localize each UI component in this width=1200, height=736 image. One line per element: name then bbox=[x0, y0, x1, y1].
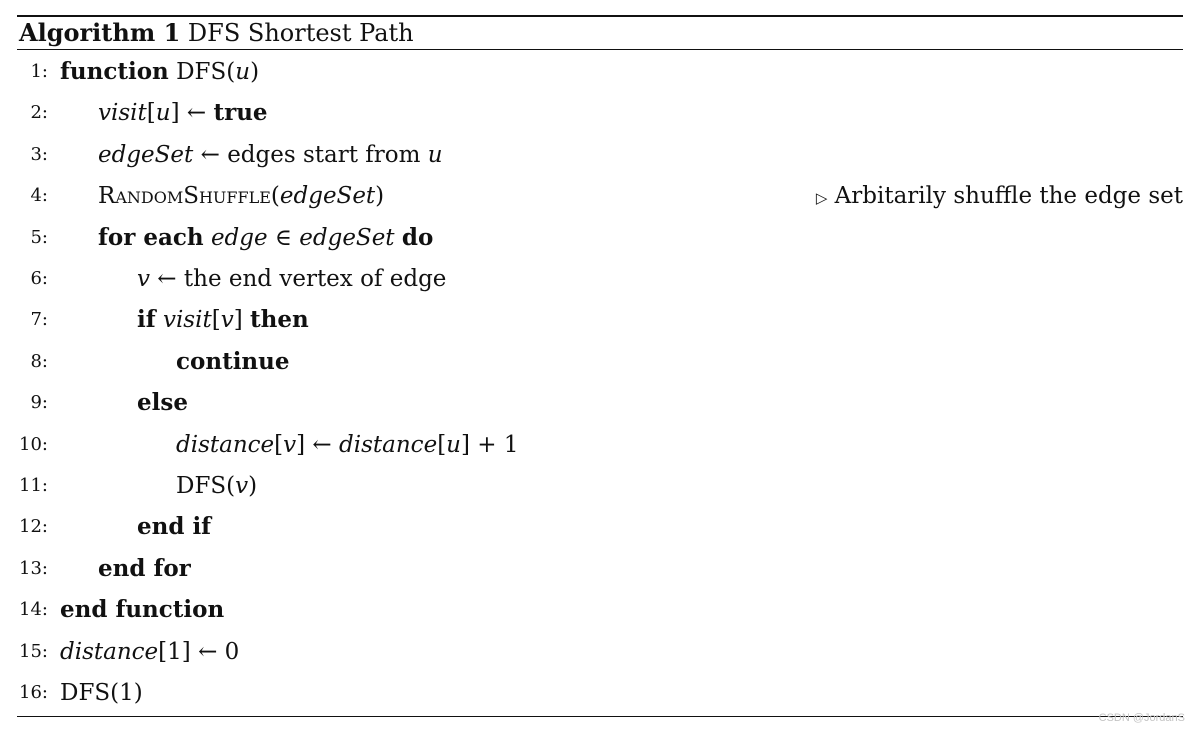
watermark: CSDN @JordanS bbox=[1098, 712, 1185, 724]
close-paren: ) bbox=[133, 680, 143, 706]
line-number: 12: bbox=[19, 516, 48, 537]
function-name: DFS bbox=[176, 59, 227, 85]
open-bracket-2: [ bbox=[437, 432, 447, 458]
argument: edgeSet bbox=[279, 183, 376, 209]
keyword-for-each: for each bbox=[98, 224, 204, 251]
index-2: u bbox=[446, 432, 461, 458]
line-number: 3: bbox=[30, 144, 48, 165]
line-number: 9: bbox=[30, 392, 48, 413]
code-text bbox=[60, 676, 143, 710]
caption-label: Algorithm 1 bbox=[19, 18, 181, 47]
statement-text: edges start from bbox=[227, 142, 428, 168]
keyword-continue: continue bbox=[176, 348, 290, 375]
open-bracket: [ bbox=[158, 639, 168, 665]
code-line-4 bbox=[0, 179, 1200, 213]
statement-text: the end vertex of edge bbox=[183, 266, 447, 292]
line-number: 16: bbox=[19, 682, 48, 703]
line-number: 5: bbox=[30, 227, 48, 248]
line-number: 15: bbox=[19, 641, 48, 662]
close-paren: ) bbox=[375, 183, 385, 209]
caption-rule bbox=[17, 49, 1183, 50]
code-text bbox=[176, 469, 257, 503]
open-paren: ( bbox=[270, 183, 280, 209]
assign-arrow: ← bbox=[179, 100, 214, 126]
line-number: 1: bbox=[30, 61, 48, 82]
assign-arrow: ← bbox=[150, 266, 184, 292]
variable: edge bbox=[210, 225, 268, 251]
code-text bbox=[60, 635, 239, 669]
keyword-if: if bbox=[137, 306, 156, 333]
close-paren: ) bbox=[250, 59, 260, 85]
code-text bbox=[176, 345, 290, 379]
open-bracket: [ bbox=[274, 432, 284, 458]
line-number: 11: bbox=[19, 475, 48, 496]
statement-text: 0 bbox=[224, 639, 240, 665]
keyword-end-for: end for bbox=[98, 555, 191, 582]
top-rule bbox=[17, 15, 1183, 17]
close-bracket: ] bbox=[233, 307, 243, 333]
open-paren: ( bbox=[226, 473, 236, 499]
variable: visit bbox=[162, 307, 212, 333]
code-text bbox=[137, 262, 446, 296]
algorithm-caption bbox=[19, 18, 414, 47]
assign-arrow: ← bbox=[305, 432, 340, 458]
line-number: 4: bbox=[30, 185, 48, 206]
code-line-5 bbox=[0, 221, 1200, 255]
code-line-12 bbox=[0, 510, 1200, 544]
comment-text: Arbitarily shuffle the edge set bbox=[834, 183, 1183, 209]
keyword-do: do bbox=[401, 224, 434, 251]
variable: visit bbox=[98, 100, 147, 126]
argument: u bbox=[427, 142, 443, 168]
code-line-11 bbox=[0, 469, 1200, 503]
keyword-true: true bbox=[213, 99, 268, 126]
code-text bbox=[98, 552, 191, 586]
index: v bbox=[283, 432, 297, 458]
statement-text: + 1 bbox=[469, 432, 519, 458]
variable: v bbox=[137, 266, 150, 292]
code-line-14 bbox=[0, 593, 1200, 627]
index: 1 bbox=[167, 639, 182, 665]
assign-arrow: ← bbox=[193, 142, 228, 168]
close-paren: ) bbox=[248, 473, 258, 499]
close-bracket: ] bbox=[181, 639, 191, 665]
index: v bbox=[220, 307, 234, 333]
keyword-end-function: end function bbox=[60, 596, 225, 623]
code-line-9 bbox=[0, 386, 1200, 420]
bottom-rule bbox=[17, 716, 1183, 717]
code-text bbox=[98, 221, 433, 255]
code-line-3 bbox=[0, 138, 1200, 172]
code-text bbox=[176, 428, 519, 462]
code-line-8 bbox=[0, 345, 1200, 379]
function-name: DFS bbox=[176, 473, 227, 499]
code-text bbox=[60, 55, 259, 89]
argument: u bbox=[235, 59, 251, 85]
close-bracket: ] bbox=[296, 432, 306, 458]
line-number: 7: bbox=[30, 309, 48, 330]
line-number: 2: bbox=[30, 102, 48, 123]
element-of: ∈ bbox=[267, 225, 300, 251]
variable-2: distance bbox=[339, 432, 438, 458]
open-bracket: [ bbox=[146, 100, 156, 126]
line-comment bbox=[816, 179, 1183, 215]
comment-triangle-icon: ▷ bbox=[815, 189, 828, 207]
caption-title: DFS Shortest Path bbox=[187, 19, 414, 47]
line-number: 10: bbox=[19, 434, 48, 455]
set-variable: edgeSet bbox=[299, 225, 395, 251]
close-bracket: ] bbox=[170, 100, 180, 126]
code-line-2 bbox=[0, 96, 1200, 130]
code-line-7 bbox=[0, 303, 1200, 337]
function-name: RandomShuffle bbox=[98, 183, 271, 209]
index: u bbox=[155, 100, 171, 126]
keyword-then: then bbox=[250, 306, 309, 333]
open-paren: ( bbox=[226, 59, 236, 85]
assign-arrow: ← bbox=[190, 639, 225, 665]
code-line-10 bbox=[0, 428, 1200, 462]
code-text bbox=[137, 386, 188, 420]
variable: edgeSet bbox=[98, 142, 194, 168]
code-line-6 bbox=[0, 262, 1200, 296]
code-text bbox=[98, 138, 443, 172]
keyword-function: function bbox=[60, 58, 169, 85]
line-number: 14: bbox=[19, 599, 48, 620]
argument: 1 bbox=[119, 680, 134, 706]
keyword-else: else bbox=[137, 389, 188, 416]
variable: distance bbox=[176, 432, 275, 458]
code-line-1 bbox=[0, 55, 1200, 89]
line-number: 8: bbox=[30, 351, 48, 372]
code-line-13 bbox=[0, 552, 1200, 586]
close-bracket-2: ] bbox=[461, 432, 470, 458]
open-paren: ( bbox=[110, 680, 120, 706]
code-line-15 bbox=[0, 635, 1200, 669]
function-name: DFS bbox=[60, 680, 111, 706]
code-line-16 bbox=[0, 676, 1200, 710]
variable: distance bbox=[60, 639, 159, 665]
code-text bbox=[60, 593, 224, 627]
code-text bbox=[98, 96, 268, 130]
line-number: 13: bbox=[19, 558, 48, 579]
code-text bbox=[137, 303, 309, 337]
open-bracket: [ bbox=[211, 307, 221, 333]
code-text bbox=[98, 179, 384, 213]
line-number: 6: bbox=[30, 268, 48, 289]
argument: v bbox=[235, 473, 249, 499]
code-text bbox=[137, 510, 211, 544]
keyword-end-if: end if bbox=[137, 513, 212, 540]
